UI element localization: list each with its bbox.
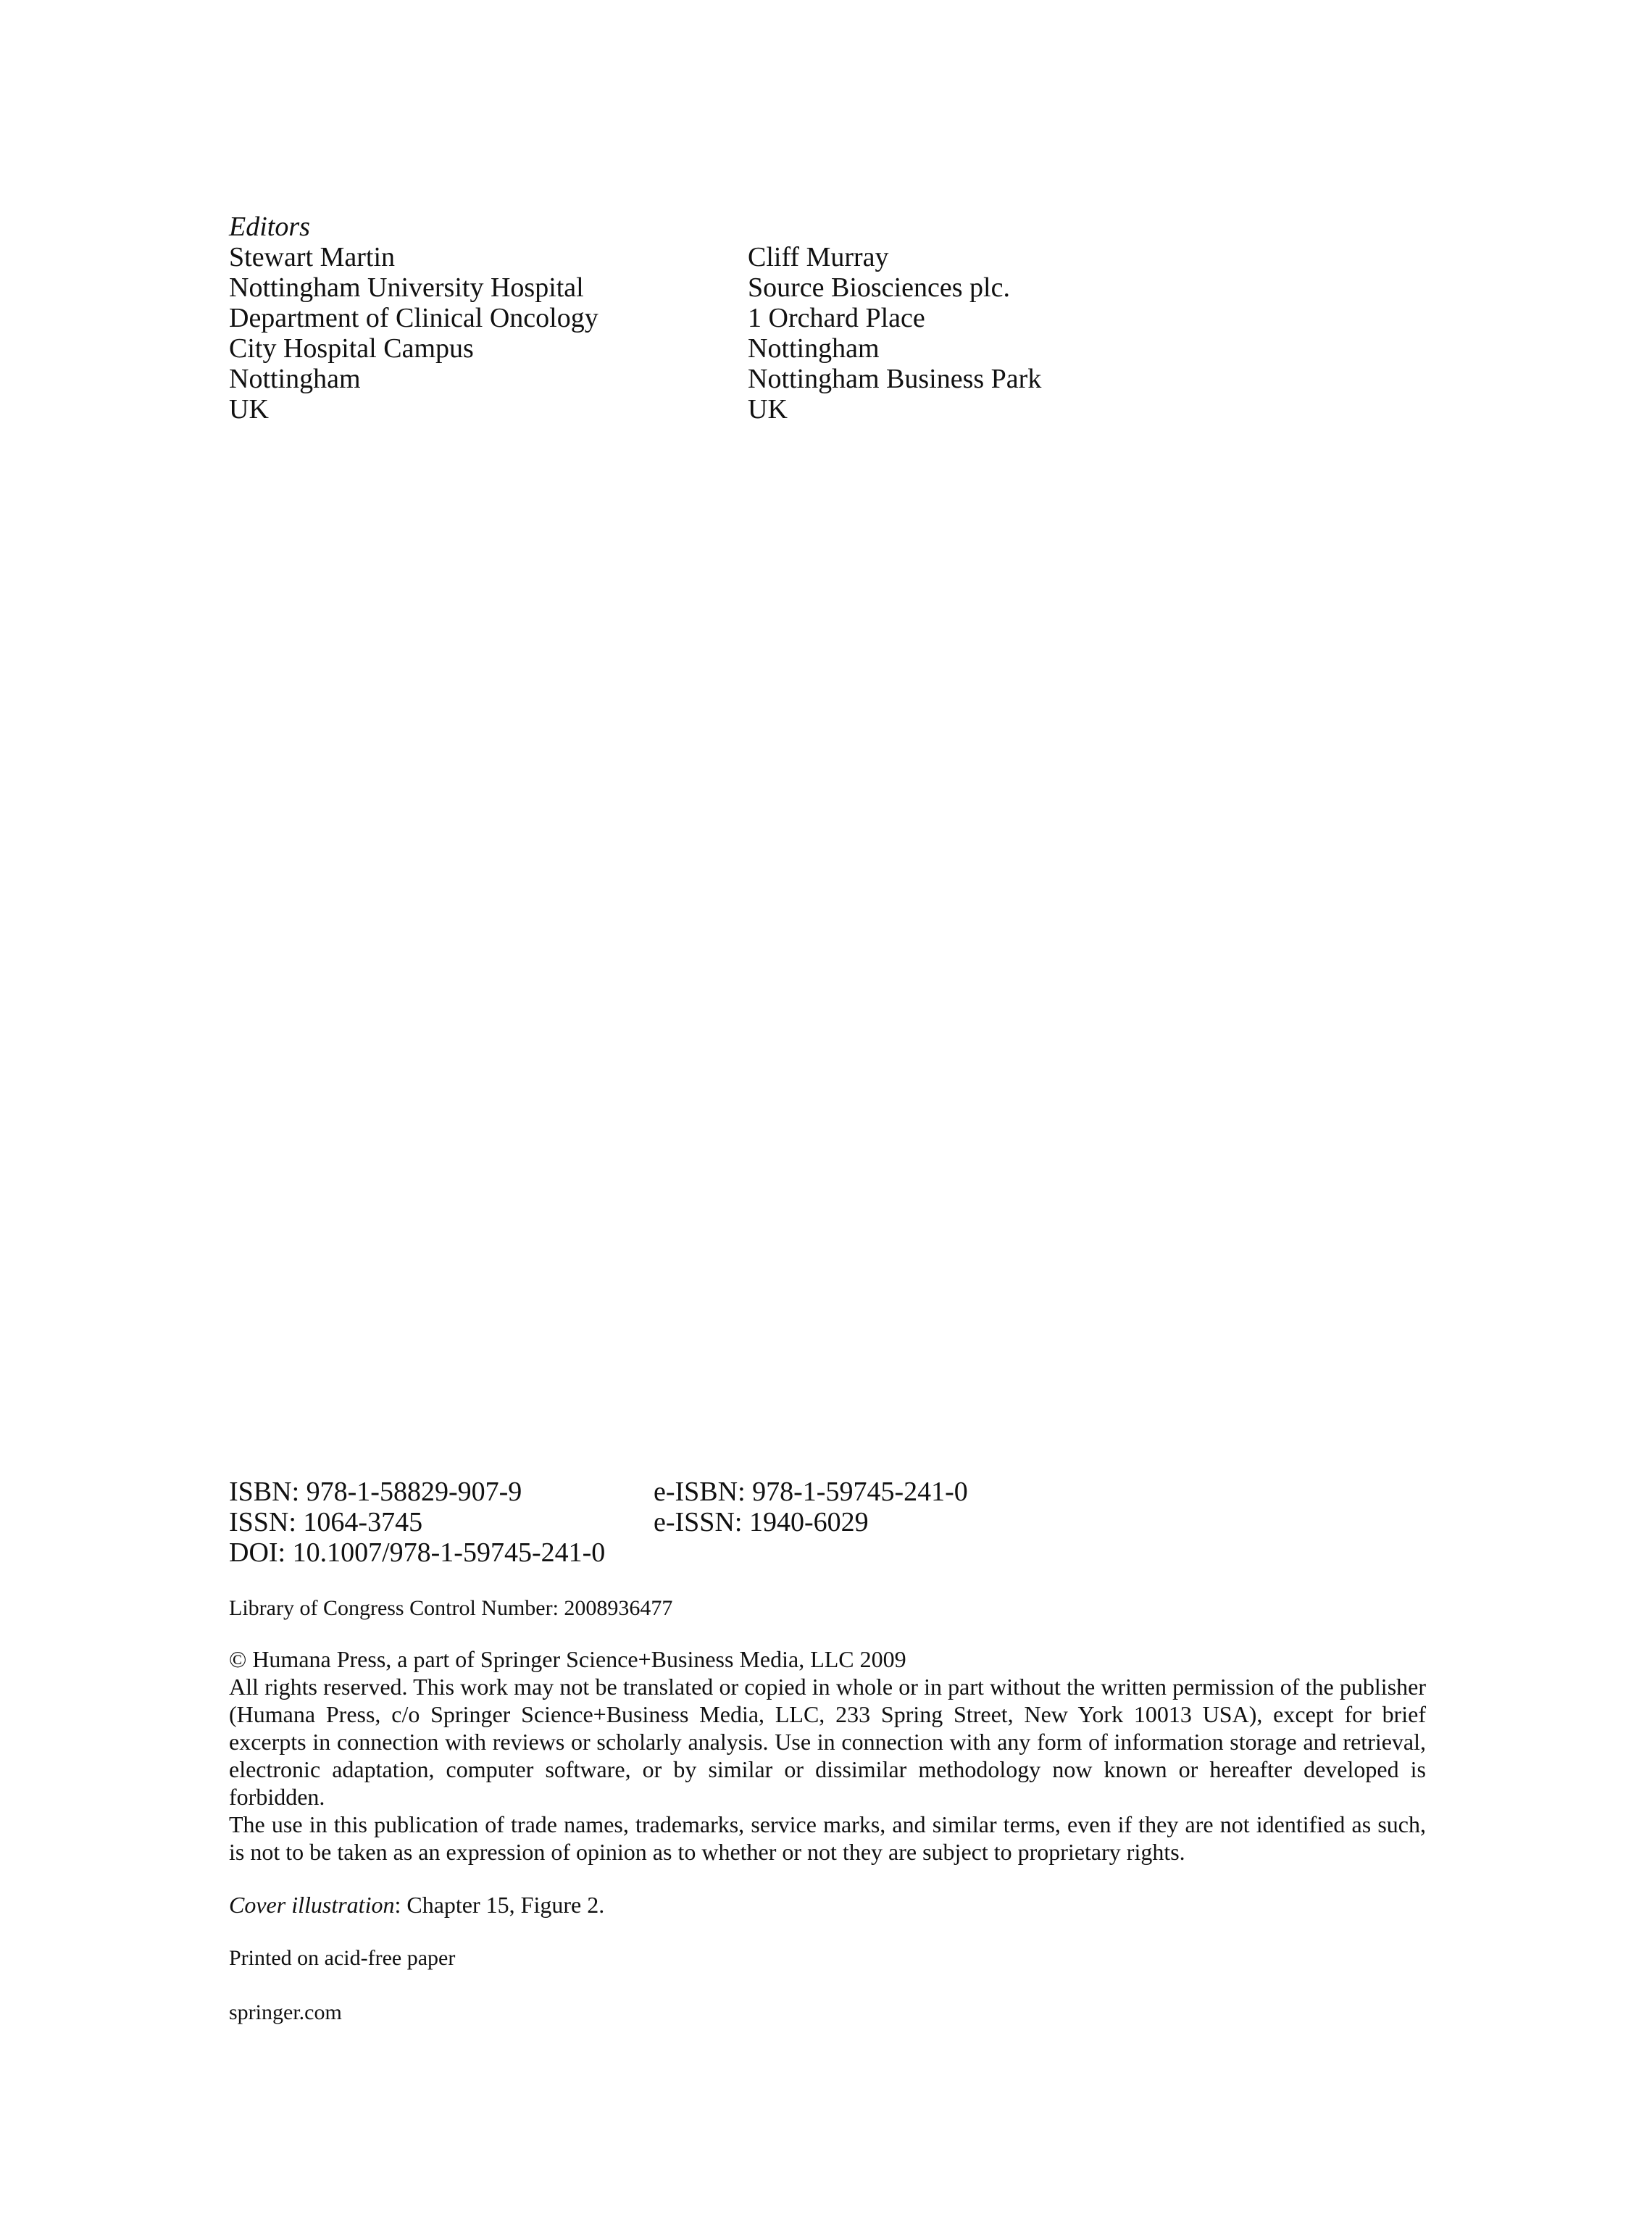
- rights-statement: All rights reserved. This work may not be translated or copied in whole or in part without the written permission of the publisher (Humana Press, c/o Springer Science+Business Media, LLC, 233 Spring Street, New York 10013 USA), except for brief excerpts in connection with reviews or scholarly analysis. Use in connection with any form of information storage and retrieval, electronic adaptation, computer software, or by similar or dissimilar methodology now known or hereafter developed is forbidden.: [229, 1674, 1426, 1810]
- editor-affiliation-line: Nottingham Business Park: [748, 364, 1042, 394]
- editor-affiliation-line: UK: [229, 394, 269, 425]
- editor-affiliation-line: Nottingham: [748, 333, 880, 364]
- e-issn: e-ISSN: 1940-6029: [654, 1507, 869, 1537]
- editor-affiliation-line: Nottingham University Hospital: [229, 272, 584, 303]
- editor-affiliation-line: UK: [748, 394, 788, 425]
- copyright-notice: © Humana Press, a part of Springer Science+Business Media, LLC 2009: [229, 1646, 906, 1672]
- isbn-row: [229, 1477, 1098, 1507]
- isbn: ISBN: 978-1-58829-907-9: [229, 1477, 522, 1507]
- printed-note: Printed on acid-free paper: [229, 1946, 456, 1970]
- editor-affiliation-line: Nottingham: [229, 364, 361, 394]
- editor-name: Stewart Martin: [229, 242, 396, 272]
- editor-affiliation-line: Department of Clinical Oncology: [229, 303, 598, 333]
- trademark-statement: The use in this publication of trade names, trademarks, service marks, and similar terms, even if they are not identified as such, is not to be taken as an expression of opinion as to whether or not they are subject to proprietary rights.: [229, 1811, 1426, 1865]
- lccn: Library of Congress Control Number: 2008936477: [229, 1596, 673, 1620]
- cover-illustration-text: : Chapter 15, Figure 2.: [394, 1892, 605, 1918]
- doi-row: [229, 1537, 1098, 1568]
- editor-name: Cliff Murray: [748, 242, 889, 272]
- issn: ISSN: 1064-3745: [229, 1507, 423, 1537]
- cover-illustration-label: Cover illustration: [229, 1892, 395, 1918]
- e-isbn: e-ISBN: 978-1-59745-241-0: [654, 1477, 968, 1507]
- issn-row: [229, 1507, 1098, 1537]
- editors-heading: Editors: [229, 212, 310, 242]
- doi: DOI: 10.1007/978-1-59745-241-0: [229, 1537, 606, 1568]
- editor-affiliation-line: Source Biosciences plc.: [748, 272, 1010, 303]
- copyright-block: [229, 1645, 1426, 1866]
- editor-affiliation-line: City Hospital Campus: [229, 333, 474, 364]
- cover-illustration: [229, 1891, 604, 1919]
- editors-columns: [229, 242, 1098, 425]
- editor-affiliation-line: 1 Orchard Place: [748, 303, 925, 333]
- editor-stewart-martin: [229, 242, 748, 425]
- publisher-website: springer.com: [229, 2000, 342, 2024]
- editors-block: [229, 212, 1098, 425]
- editor-cliff-murray: [748, 242, 1096, 425]
- identifiers-block: [229, 1477, 1098, 1568]
